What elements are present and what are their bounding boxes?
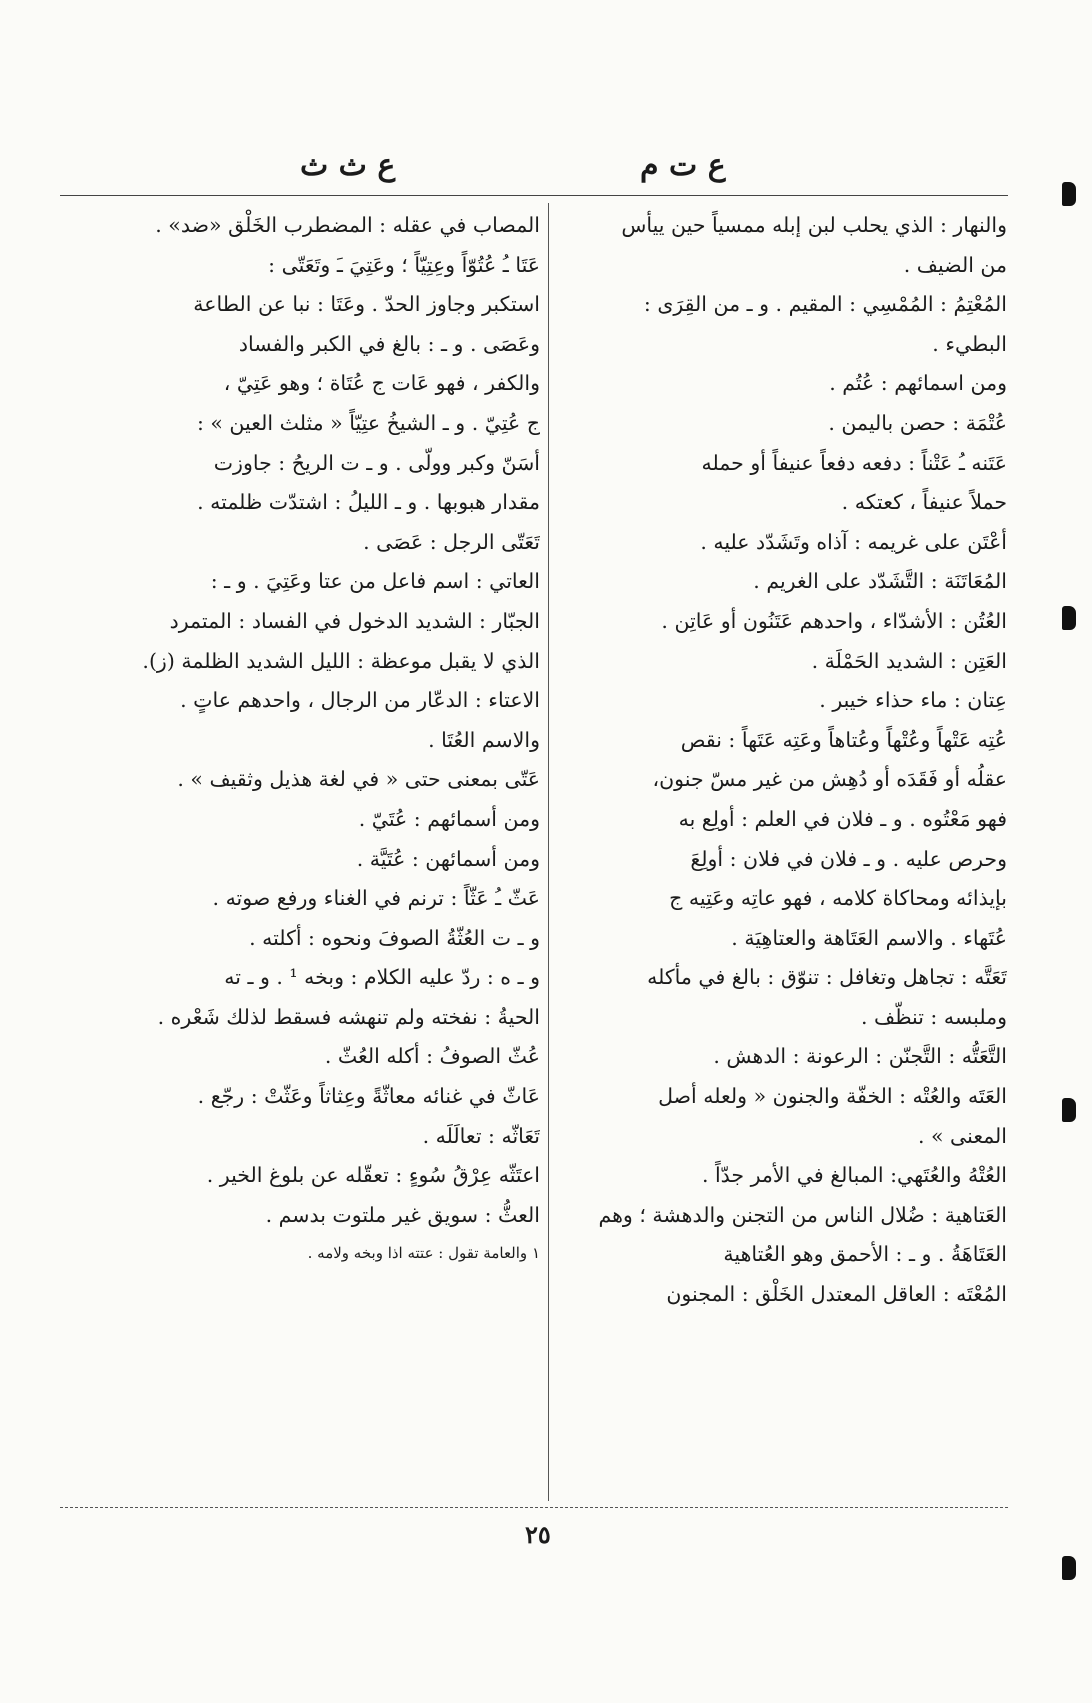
text-line: والكفر ، فهو عَات ج عُتَاة ؛ وهو عَتِيّ ، — [223, 371, 540, 396]
text-line: الحيةُ : نفخته ولم تنهشه فسقط لذلك شَعْره . — [157, 1004, 540, 1029]
top-rule — [60, 195, 1008, 196]
text-line: عقلُه أو فَقَدَه أو دُهِش من غير مسّ جنون، — [652, 767, 1007, 792]
text-line: عُتَهاء . والاسم العَتَاهة والعتاهِيَة . — [731, 925, 1007, 950]
text-line: أعْتَن على غريمه : آذاه وتَشَدّد عليه . — [700, 529, 1007, 554]
text-line: عُثّ الصوفُ : أكله العُثّ . — [324, 1044, 540, 1069]
text-line: و ـ ه : ردّ عليه الكلام : وبخه ¹ . و ـ ته — [224, 965, 540, 990]
margin-mark — [1062, 1098, 1076, 1122]
text-line: عُتْمَة : حصن باليمن . — [828, 410, 1007, 435]
text-line: عُتِه عَتْهاً وعُتْهاً وعُتاهاً وعَتِه عَتَهاً : نقص — [680, 727, 1007, 752]
text-line: عَثّ ـُ عَثّاً : ترنم في الغناء ورفع صوته . — [212, 886, 540, 911]
text-line: الجبّار : الشديد الدخول في الفساد : المتمرد — [169, 608, 540, 633]
text-line: من الضيف . — [903, 252, 1007, 277]
text-line: ومن أسمائهن : عُتَيَّة . — [356, 846, 540, 871]
text-line: عَتَنه ـُ عَتْناً : دفعه دفعاً عنيفاً أو حمله — [701, 450, 1007, 475]
text-line: استكبر وجاوز الحدّ . وعَتَا : نبا عن الطاعة — [193, 292, 540, 317]
text-line: العَتِن : الشديد الحَمْلَة . — [811, 648, 1007, 673]
text-line: و ـ ت العُثّةُ الصوفَ ونحوه : أكلته . — [249, 925, 540, 950]
text-line: وعَصَى . و ـ : بالغ في الكبر والفساد — [238, 331, 540, 356]
text-line: تَعَتّى الرجل : عَصَى . — [363, 529, 540, 554]
text-line: العَتَاهَةُ . و ـ : الأحمق وهو العُتاهية — [723, 1242, 1007, 1267]
text-line: العَتاهية : ضُلال الناس من التجنن والدهشة ؛ وهم — [598, 1202, 1007, 1227]
text-line: مقدار هبوبها . و ـ الليلُ : اشتدّت ظلمته . — [197, 490, 540, 515]
text-line: المُعْتِمُ : المُمْسِي : المقيم . و ـ من القِرَى : — [643, 292, 1007, 317]
text-line: عَاثّ في غنائه معاثّةً وعِثاثاً وعَثّتْ : رجّع . — [197, 1084, 540, 1109]
text-line: فهو مَعْتُوه . و ـ فلان في العلم : أولِع به — [678, 806, 1007, 831]
margin-mark — [1062, 1556, 1076, 1580]
text-line: الذي لا يقبل موعظة : الليل الشديد الظلمة (ز). — [142, 648, 540, 673]
text-line: التَّعَتُّه : التَّجنّن : الرعونة : الدهش . — [713, 1044, 1007, 1069]
text-line: تَعَتَّه : تجاهل وتغافل : تنوّق : بالغ في مأكله — [647, 965, 1007, 990]
text-line: وحرص عليه . و ـ فلان في فلان : أولِعَ — [690, 846, 1007, 871]
text-line: العَتَه والعُتْه : الخفّة والجنون « ولعله أصل — [658, 1084, 1007, 1109]
text-line: الاعتاء : الدعّار من الرجال ، واحدهم عاتٍ . — [180, 688, 540, 713]
text-line: اعتَثّه عِرْقُ سُوءٍ : تعقّله عن بلوغ الخير . — [206, 1163, 540, 1188]
right-column-header: ع ت م — [640, 148, 726, 183]
text-line: العُتْهُ والعُتَهي: المبالغ في الأمر جدّاً . — [701, 1163, 1007, 1188]
text-line: المصاب في عقله : المضطرب الخَلْق «ضد» . — [155, 213, 540, 237]
text-line: المعنى » . — [917, 1123, 1007, 1148]
margin-mark — [1062, 182, 1076, 206]
text-line: عَتَا ـُ عُتُوّاً وعِتِيّاً ؛ وعَتِيَ ـَ وتَعَتّى : — [268, 252, 540, 277]
right-column — [557, 206, 1007, 1315]
text-line: أسَنّ وكبر وولّى . و ـ ت الريحُ : جاوزت — [213, 450, 540, 475]
text-line: البطيء . — [932, 331, 1007, 356]
margin-mark — [1062, 606, 1076, 630]
footnote: ١ والعامة تقول : عتته اذا وبخه ولامه . — [307, 1244, 540, 1263]
bottom-rule — [60, 1507, 1008, 1508]
text-line: العثُّ : سويق غير ملتوت بدسم . — [265, 1202, 540, 1227]
text-line: حملاً عنيفاً ، كعتكه . — [841, 490, 1007, 515]
text-line: ومن أسمائهم : عُتَيّ . — [358, 806, 540, 831]
text-line: المُعْتَه : العاقل المعتدل الخَلْق : المجنون — [666, 1282, 1007, 1307]
text-line: ومن اسمائهم : عُتُم . — [829, 371, 1007, 396]
text-line: بإيذائه ومحاكاة كلامه ، فهو عاتِه وعَتِيه ج — [669, 886, 1007, 911]
left-column — [63, 206, 540, 1271]
text-line: ج عُتِيّ . و ـ الشيخُ عتِيّاً « مثلث العين » : — [196, 410, 540, 435]
text-line: المُعَاتَنَة : التَّشَدّد على الغريم . — [753, 569, 1007, 594]
text-line: العُتُن : الأشدّاء ، واحدهم عَتَنُون أو عَاتِن . — [661, 608, 1007, 633]
text-line: عِتان : ماء حذاء خيبر . — [819, 688, 1007, 713]
text-line: تَعَاثّه : تعالَلَه . — [422, 1123, 540, 1148]
page-number: ٢٥ — [525, 1520, 551, 1549]
text-line: وملبسه : تنظّف . — [860, 1004, 1007, 1029]
left-column-header: ع ث ث — [300, 148, 396, 183]
column-divider — [548, 203, 549, 1501]
text-line: العاتي : اسم فاعل من عتا وعَتِيَ . و ـ : — [210, 569, 540, 594]
text-line: والنهار : الذي يحلب لبن إبله ممسياً حين ييأس — [621, 213, 1007, 237]
text-line: عَتّى بمعنى حتى « في لغة هذيل وثقيف » . — [177, 767, 540, 792]
text-line: والاسم العُتَا . — [428, 727, 540, 752]
